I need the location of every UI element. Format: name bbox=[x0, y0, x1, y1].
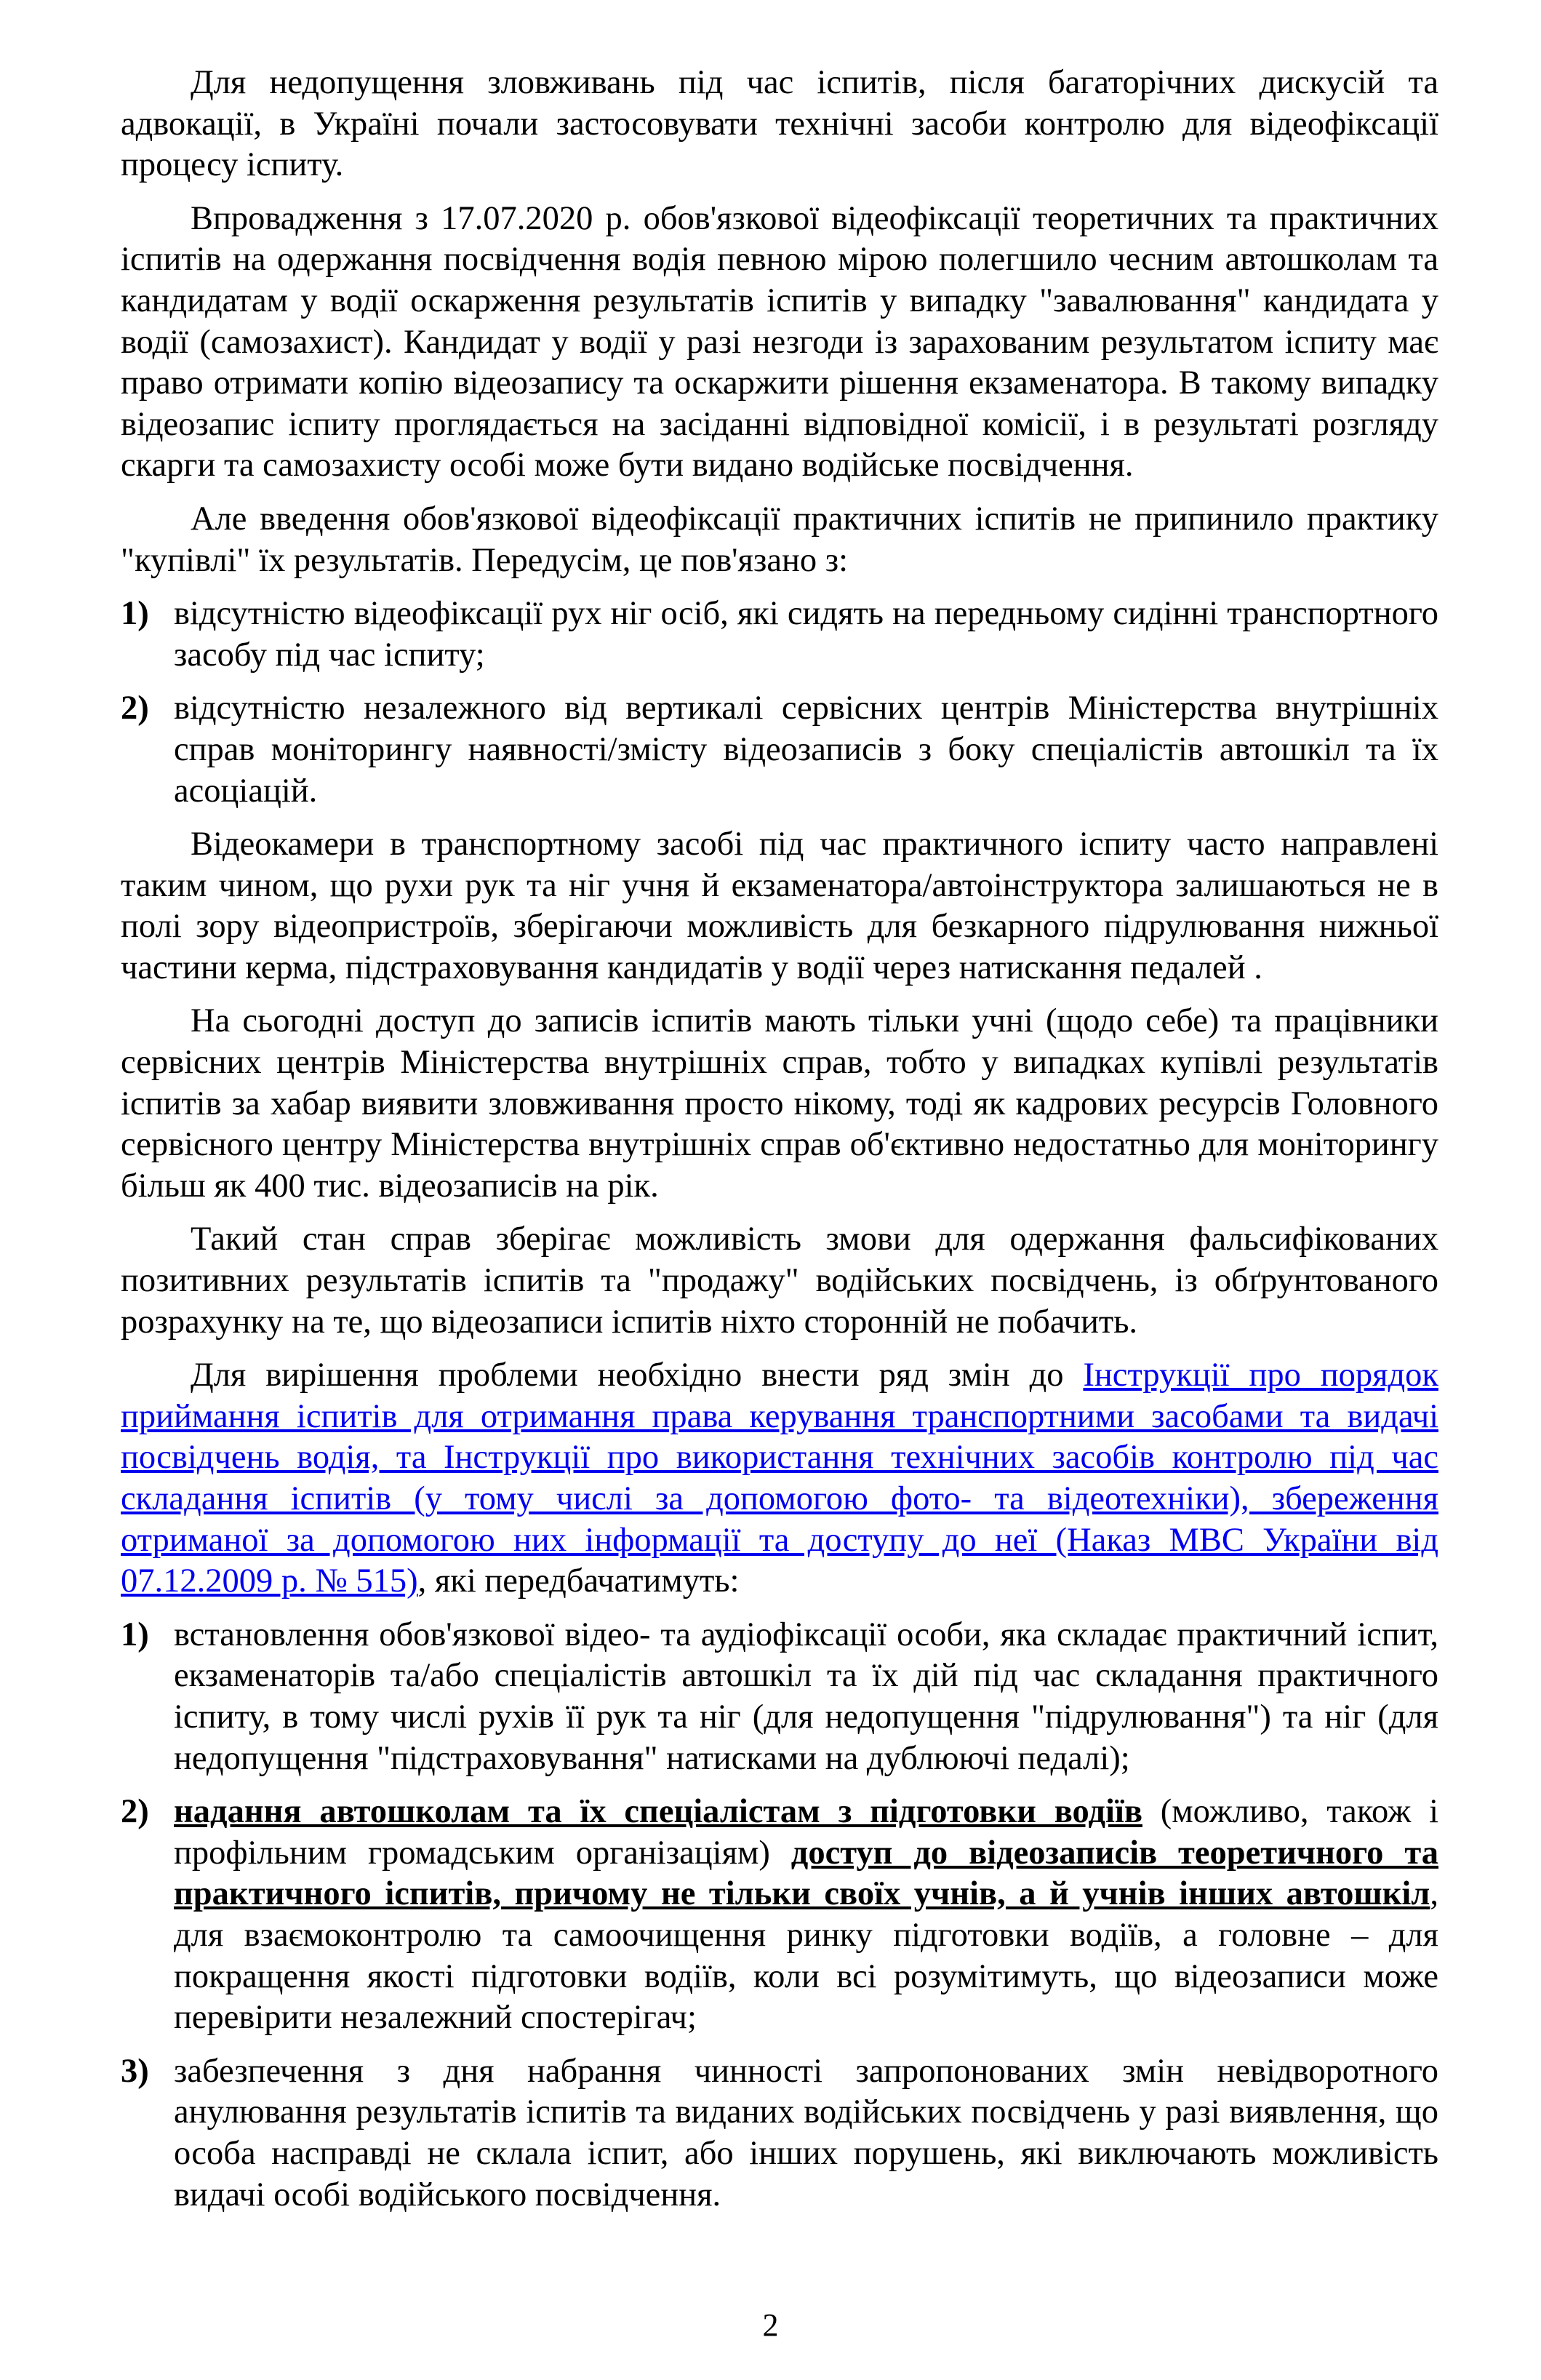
paragraph-cameras: Відеокамери в транспортному засобі під час практичного іспиту часто направлені таким чином, що рухи рук та ніг учня й екзаменатора/автоінструктора залишаються не в полі зору відеопристроїв, зберігаючи можливість для безкарного підрулювання нижньої частини керма, підстраховування кандидатів у водії через натискання педалей . bbox=[121, 826, 1438, 986]
list-item-text: (можливо, також і профільним громадським організаціям) bbox=[174, 1793, 1438, 1872]
paragraph-access: На сьогодні доступ до записів іспитів мають тільки учні (щодо себе) та працівники сервісних центрів Міністерства внутрішніх справ, тобто у випадках купівлі результатів іспитів за хабар виявити зловживання просто нікому, тоді як кадрових ресурсів Головного сервісного центру Міністерства внутрішніх справ об'єктивно недостатньо для моніторингу більш як 400 тис. відеозаписів на рік. bbox=[121, 1002, 1438, 1205]
list-item-number: 1) bbox=[121, 1616, 149, 1653]
list-item bbox=[121, 1615, 1438, 1779]
list-item-text: відсутністю незалежного від вертикалі сервісних центрів Міністерства внутрішніх справ моніторингу наявності/змісту відеозаписів з боку спеціалістів автошкіл та їх асоціацій. bbox=[174, 690, 1438, 810]
proposal-intro-text: Для вирішення проблеми необхідно внести ряд змін до bbox=[191, 1357, 1084, 1394]
list-item-number: 2) bbox=[121, 690, 149, 727]
list-item-number: 1) bbox=[121, 595, 149, 633]
list-item-text: відсутністю відеофіксації рух ніг осіб, які сидять на передньому сидінні транспортного засобу під час іспиту; bbox=[174, 595, 1438, 674]
document-body bbox=[121, 63, 1438, 2228]
paragraph-proposal bbox=[121, 1355, 1438, 1602]
emphasis-autoschools: надання автошколам та їх спеціалістам з підготовки водіїв bbox=[174, 1793, 1142, 1831]
proposal-outro-text: , які передбачатимуть: bbox=[417, 1562, 740, 1600]
list-item-text: забезпечення з дня набрання чинності запропонованих змін невідворотного анулювання результатів іспитів та виданих водійських посвідчень у разі виявлення, що особа насправді не склала іспит, або інших порушень, які виключають можливість видачі особі водійського посвідчення. bbox=[174, 2052, 1438, 2213]
emphasis-access: доступ до відеозаписів теоретичного та практичного іспитів, причому не тільки своїх учнів, а й учнів інших автошкіл bbox=[174, 1834, 1438, 1913]
paragraph-purchase-practice: Але введення обов'язкової відеофіксації практичних іспитів не припинило практику "купівлі" їх результатів. Передусім, це пов'язано з: bbox=[121, 500, 1438, 579]
paragraph-video-recording: Впровадження з 17.07.2020 р. обов'язкової відеофіксації теоретичних та практичних іспитів на одержання посвідчення водія певною мірою полегшило чесним автошколам та кандидатам у водії оскарження результатів іспитів у випадку "завалювання" кандидата у водії (самозахист). Кандидат у водії у разі незгоди із зарахованим результатом іспиту має право отримати копію відеозапису та оскаржити рішення екзаменатора. В такому випадку відеозапис іспиту проглядається на засіданні відповідної комісії, і в результаті розгляду скарги та самозахисту особі може бути видано водійське посвідчення. bbox=[121, 199, 1438, 484]
list-item bbox=[121, 688, 1438, 812]
list-item-text: встановлення обов'язкової відео- та аудіофіксації особи, яка складає практичний іспит, екзаменаторів та/або спеціалістів автошкіл та їх дій під час складання практичного іспиту, в тому числі рухів її рук та ніг (для недопущення "підрулювання") та ніг (для недопущення "підстраховування" натисками на дублюючі педалі); bbox=[174, 1616, 1438, 1777]
paragraph-intro: Для недопущення зловживань під час іспитів, після багаторічних дискусій та адвокації, в Україні почали застосовувати технічні засоби контролю для відеофіксації процесу іспиту. bbox=[121, 64, 1438, 184]
list-item-text: , для взаємоконтролю та самоочищення ринку підготовки водіїв, а головне – для покращення якості підготовки водіїв, коли всі розумітимуть, що відеозаписи може перевірити незалежний спостерігач; bbox=[174, 1875, 1438, 2037]
list-item bbox=[121, 2051, 1438, 2216]
instruction-link[interactable]: Інструкції про порядок приймання іспитів для отримання права керування транспортними засобами та видачі посвідчень водія, та Інструкції про використання технічних засобів контролю під час складання іспитів (у тому числі за допомогою фото- та відеотехніки), збереження отриманої за допомогою них інформації та доступу до неї (Наказ МВС України від 07.12.2009 р. № 515) bbox=[121, 1357, 1438, 1600]
list-item-number: 3) bbox=[121, 2052, 149, 2090]
list-item-number: 2) bbox=[121, 1793, 149, 1831]
paragraph-collusion: Такий стан справ зберігає можливість змови для одержання фальсифікованих позитивних результатів іспитів та "продажу" водійських посвідчень, із обґрунтованого розрахунку на те, що відеозаписи іспитів ніхто сторонній не побачить. bbox=[121, 1221, 1438, 1341]
list-item bbox=[121, 1792, 1438, 2039]
page-number: 2 bbox=[762, 2307, 779, 2343]
list-item bbox=[121, 594, 1438, 676]
